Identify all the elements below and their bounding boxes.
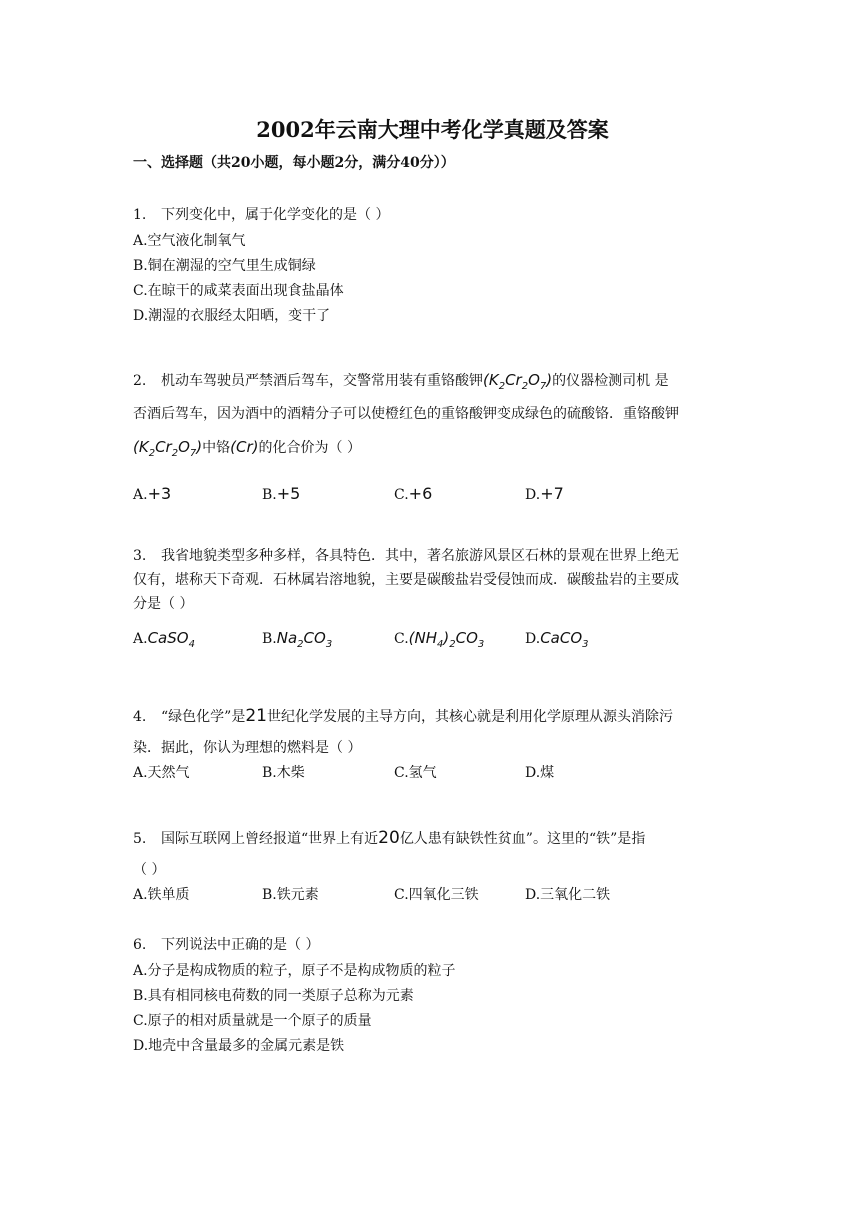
question-4-option-b: B.木柴 [262,765,305,781]
question-4-option-d: D.煤 [525,765,555,781]
question-6-option-a: A.分子是构成物质的粒子，原子不是构成物质的粒子 [133,963,456,979]
question-5-option-d: D.三氧化二铁 [525,887,611,903]
question-1-option-b: B.铜在潮湿的空气里生成铜绿 [133,258,316,274]
question-4-line-2: 染．据此，你认为理想的燃料是（ ） [133,740,362,756]
number-21: 21 [245,706,267,726]
question-1-option-c: C.在晾干的咸菜表面出现食盐晶体 [133,283,344,299]
question-number: 3. [133,548,147,564]
question-4-line-1 [133,706,673,726]
question-6-option-d: D.地壳中含量最多的金属元素是铁 [133,1038,345,1054]
question-3-option-b: $B.Na_2CO_3$ [262,629,333,650]
question-2-option-d: D.+7 [525,484,564,503]
question-text: 国际互联网上曾经报道“世界上有近 [161,831,379,847]
formula-cr: (Cr) [230,438,259,456]
question-text: 下列说法中正确的是（ ） [161,937,320,953]
question-5-line-2: （ ） [133,862,166,878]
question-2-line-3 [133,437,361,459]
question-text: 中铬 [202,440,231,456]
question-5-option-a: A.铁单质 [133,887,190,903]
question-3-option-d: D.CaCO$_3$ [525,629,589,650]
question-number: 1. [133,207,147,223]
section-heading: 一、选择题（共20小题，每小题2分，满分40分）） [133,155,455,171]
question-3-line-3: 分是（ ） [133,596,194,612]
number-20: 20 [378,828,400,848]
question-4-option-a: A.天然气 [133,765,190,781]
question-number: 2. [133,373,147,389]
question-4-option-c: C.氢气 [394,765,437,781]
formula-k2cr2o7: $(K_2Cr_2O_7)$ [483,371,553,392]
question-2-line-1 [133,370,669,392]
question-text: 的仪器检测司机 是 [552,373,669,389]
question-text: 世纪化学发展的主导方向，其核心就是利用化学原理从源头消除污 [266,709,673,725]
question-5-line-1 [133,828,645,848]
formula-k2cr2o7: $(K_2Cr_2O_7)$ [133,438,203,459]
question-2-option-a: A.+3 [133,484,172,503]
question-text: 机动车驾驶员严禁酒后驾车，交警常用装有重铬酸钾 [161,373,483,389]
question-3-line-1 [133,545,679,565]
page-title: 2002年云南大理中考化学真题及答案 [256,117,609,142]
question-2-line-2: 否酒后驾车，因为酒中的酒精分子可以使橙红色的重铬酸钾变成绿色的硫酸铬．重铬酸钾 [133,406,679,422]
question-2-option-b: B.+5 [262,484,301,503]
question-3-line-2: 仅有，堪称天下奇观．石林属岩溶地貌，主要是碳酸盐岩受侵蚀而成．碳酸盐岩的主要成 [133,572,679,588]
question-3-option-c: $C.(NH_4)_2CO_3$ [394,629,485,650]
question-3-option-a: A.CaSO$_4$ [133,629,195,650]
question-6-stem [133,934,319,954]
question-6-option-c: C.原子的相对质量就是一个原子的质量 [133,1013,372,1029]
question-number: 5. [133,831,147,847]
question-5-option-c: C.四氧化三铁 [394,887,479,903]
question-1-option-a: A.空气液化制氧气 [133,233,246,249]
question-text: 亿人患有缺铁性贫血”。这里的“铁”是指 [399,831,646,847]
question-number: 6. [133,937,147,953]
question-6-option-b: B.具有相同核电荷数的同一类原子总称为元素 [133,988,414,1004]
question-5-option-b: B.铁元素 [262,887,319,903]
question-text: 我省地貌类型多种多样，各具特色．其中，著名旅游风景区石林的景观在世界上绝无 [161,548,679,564]
question-1-stem [133,204,389,224]
question-2-option-c: C.+6 [394,484,433,503]
question-number: 4. [133,709,147,725]
question-1-option-d: D.潮湿的衣服经太阳晒，变干了 [133,308,331,324]
question-text: 的化合价为（ ） [258,440,361,456]
question-text: 下列变化中，属于化学变化的是（ ） [161,207,390,223]
question-text: “绿色化学”是 [161,709,246,725]
